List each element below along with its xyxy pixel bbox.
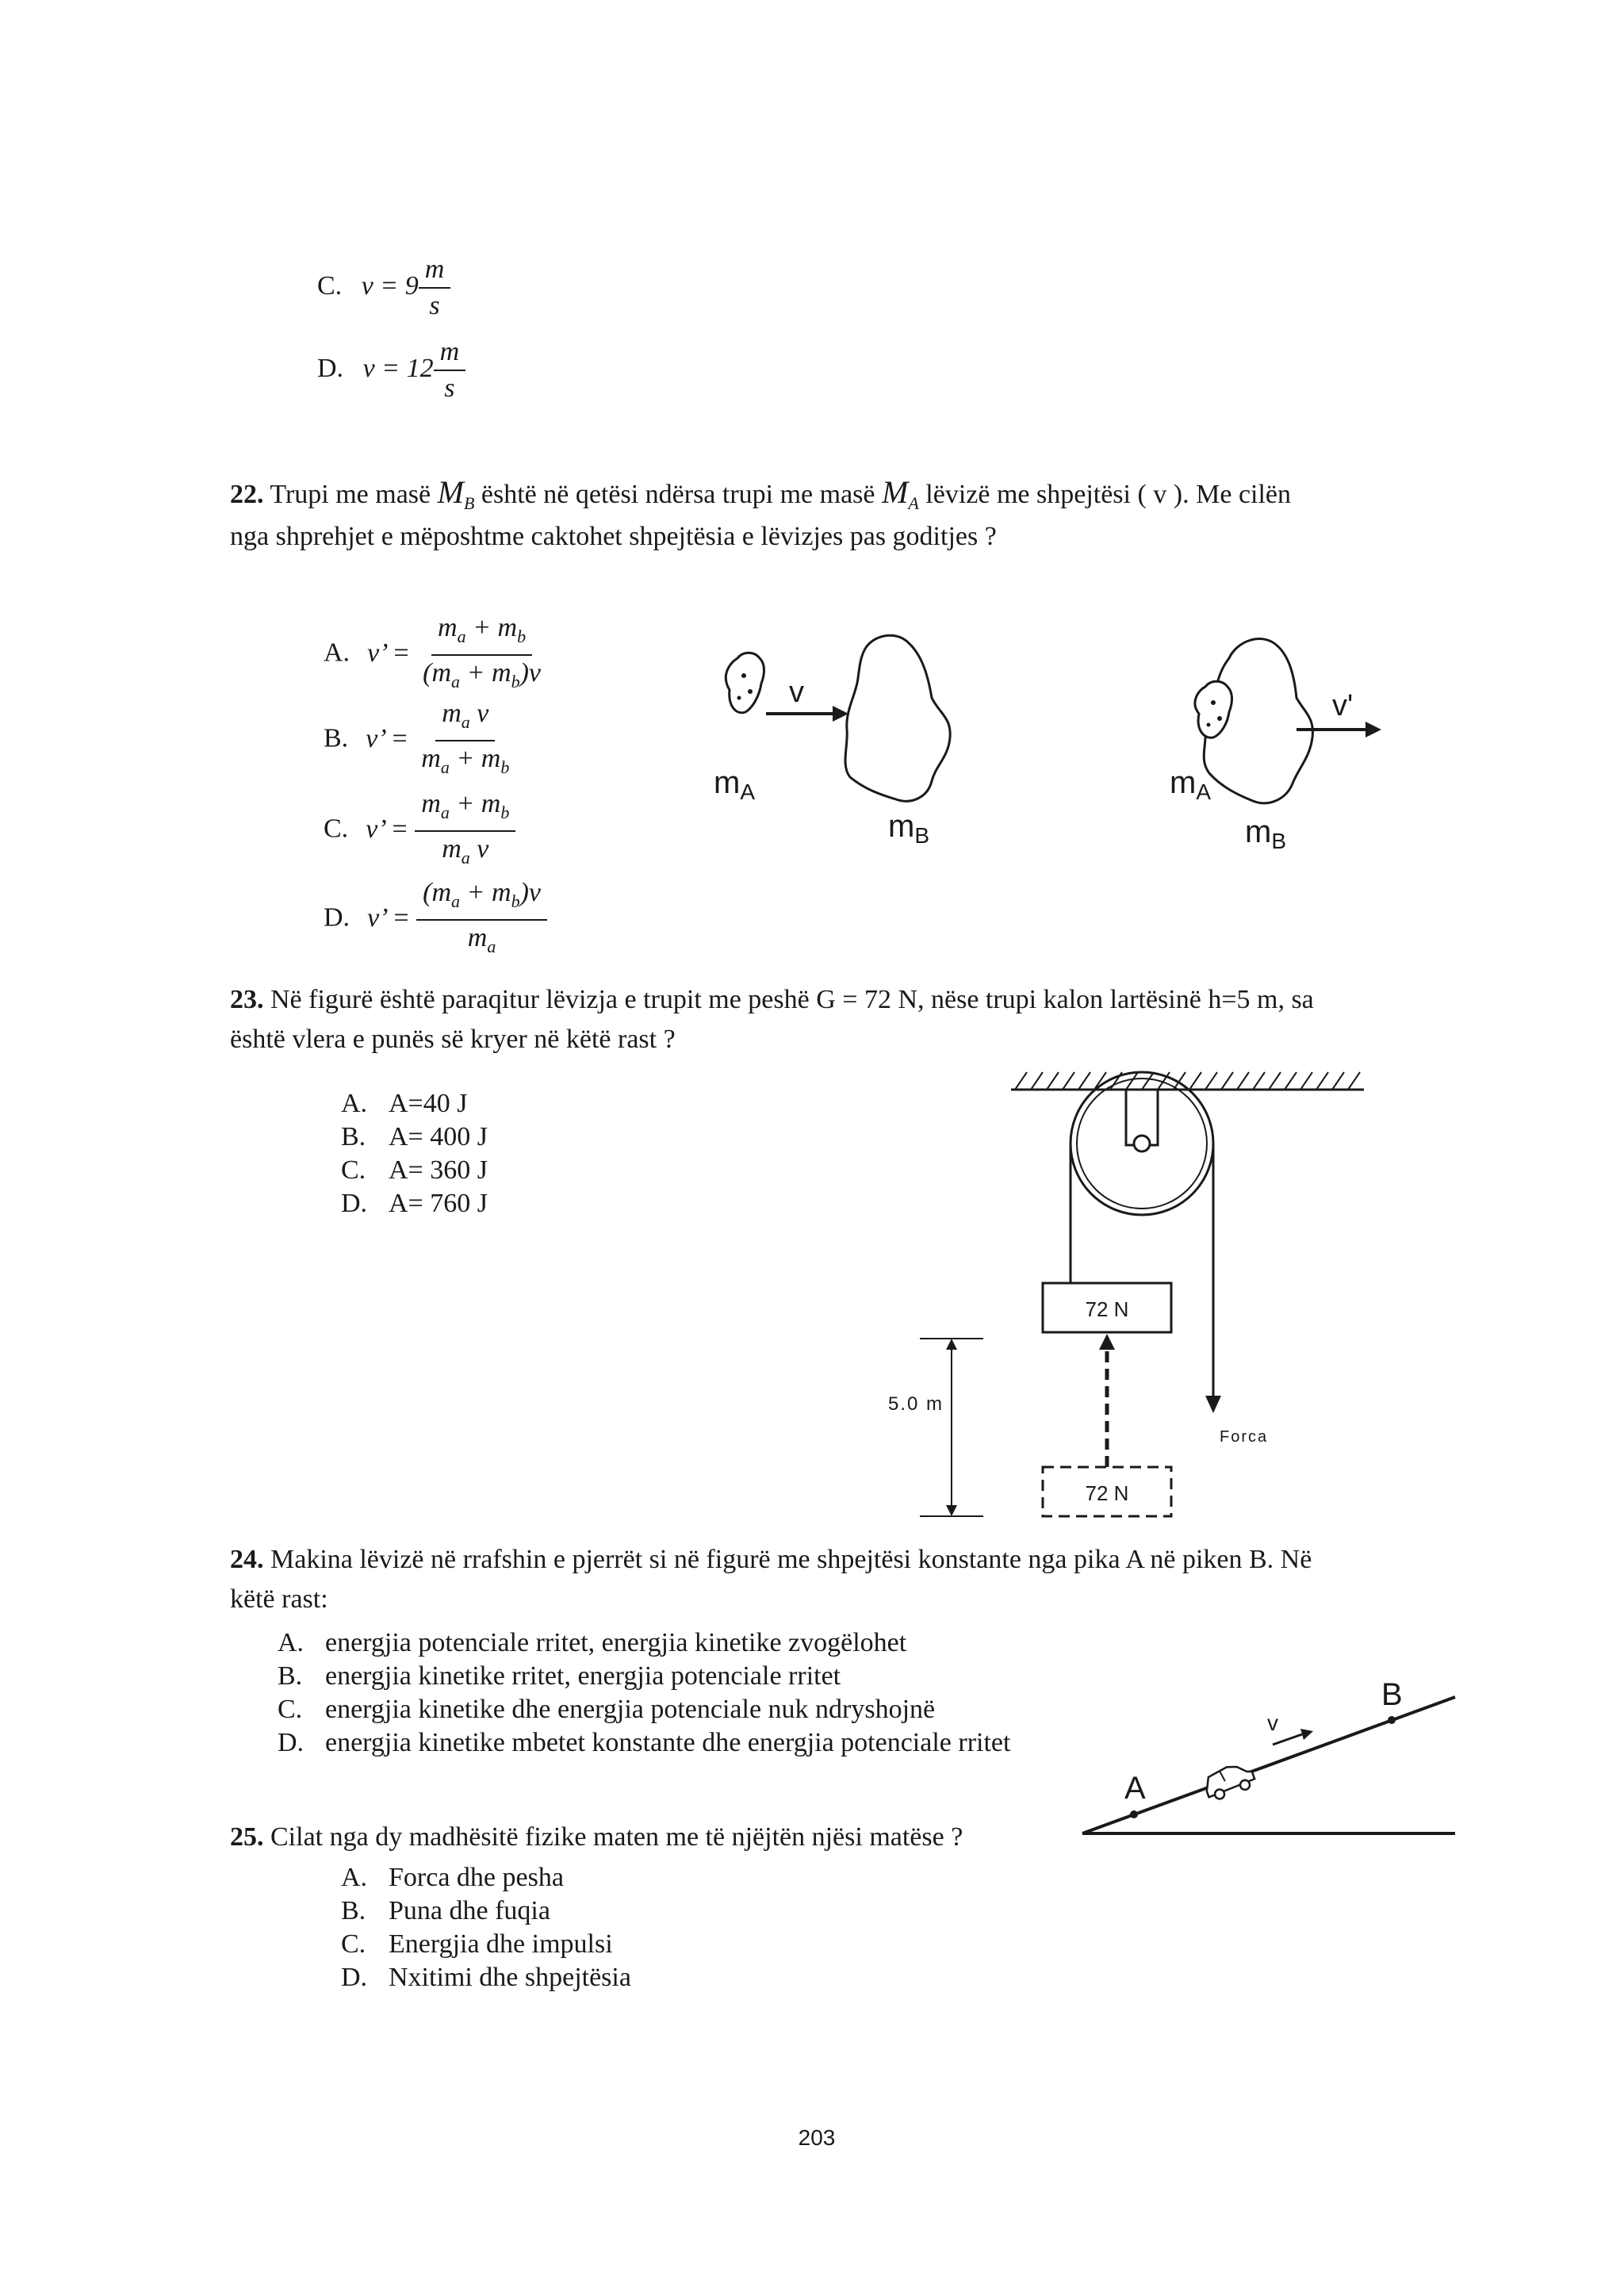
q22-mass-a: M	[882, 474, 909, 510]
q22-option-a[interactable]	[324, 611, 547, 699]
q25-option-b[interactable]: B. Puna dhe fuqia	[341, 1896, 550, 1925]
q22-option-b-lhs: v’ =	[366, 723, 409, 753]
q23-box-bottom-label: 72 N	[1085, 1481, 1129, 1505]
q22-text-b: është në qetësi ndërsa trupi me masë	[474, 480, 883, 509]
q25-option-a-text: Forca dhe pesha	[389, 1863, 564, 1892]
q23-box-top-label: 72 N	[1085, 1297, 1129, 1321]
blob-b-shape	[845, 635, 950, 801]
q23-option-c-text: A= 360 J	[389, 1155, 488, 1185]
q24-number: 24.	[230, 1545, 264, 1574]
q23-option-c[interactable]: C. A= 360 J	[341, 1155, 488, 1185]
q21-option-c-letter: C.	[317, 270, 343, 301]
q21-option-c-lhs: v = 9	[361, 270, 419, 301]
q22-label-mb-after: $m_B$	[1245, 814, 1287, 853]
q24-option-c-text: energjia kinetike dhe energjia potenciale nuk ndryshojnë	[325, 1695, 936, 1724]
q24-option-a[interactable]: A. energjia potenciale rritet, energjia kinetike zvogëlohet	[278, 1628, 907, 1657]
q22-option-a-numerator: $m_a + m_b$	[431, 611, 532, 656]
q22-figure	[714, 619, 1427, 872]
q24-option-b[interactable]: B. energjia kinetike rritet, energjia potenciale rritet	[278, 1661, 841, 1691]
q24-option-a-text: energjia potenciale rritet, energjia kinetike zvogëlohet	[325, 1628, 907, 1657]
stone-a-after-shape	[1195, 681, 1232, 737]
q21-option-c	[317, 252, 450, 324]
q22-text-a: Trupi me masë	[263, 480, 438, 509]
q23-line2: është vlera e punës së kryer në këtë rast ?	[230, 1025, 676, 1054]
q25-option-c[interactable]: C. Energjia dhe impulsi	[341, 1929, 613, 1959]
stone-a-shape	[726, 653, 764, 713]
q22-label-mb: $m_B$	[888, 809, 930, 848]
q22-option-a-letter: A.	[324, 638, 350, 668]
q24-text-main: Makina lëvizë në rrafshin e pjerrët si në figurë me shpejtësi konstante nga pika A në piken B. Në	[263, 1545, 1312, 1574]
q24-incline-figure	[1078, 1665, 1475, 1848]
q22-option-a-denominator: $(m_a + m_b)v$	[423, 657, 541, 692]
point-b-dot	[1388, 1716, 1396, 1724]
q22-option-b-letter: B.	[324, 723, 349, 753]
q25-text-main: Cilat nga dy madhësitë fizike maten me të njëjtën njësi matëse ?	[263, 1822, 963, 1852]
q23-option-d-text: A= 760 J	[389, 1189, 488, 1218]
q25-option-a[interactable]: A. Forca dhe pesha	[341, 1863, 564, 1892]
q24-line2: këtë rast:	[230, 1584, 328, 1614]
q21-option-c-num: m	[419, 252, 451, 289]
q22-option-a-lhs: v’ =	[367, 638, 411, 668]
q25-option-d-text: Nxitimi dhe shpejtësia	[389, 1963, 631, 1992]
q21-option-d-den: s	[444, 374, 455, 403]
q22-option-d-letter: D.	[324, 902, 350, 933]
q22-option-c-numerator: $m_a + m_b$	[415, 787, 515, 832]
point-a-dot	[1130, 1810, 1138, 1818]
q22-label-v: v	[789, 676, 804, 709]
q25-text	[230, 1821, 963, 1854]
q22-option-d-lhs: v’ =	[367, 902, 411, 933]
ceiling-hatch	[1015, 1072, 1360, 1090]
q25-option-c-text: Energjia dhe impulsi	[389, 1929, 613, 1959]
q21-option-d-lhs: v = 12	[362, 353, 434, 383]
q24-option-d-text: energjia kinetike mbetet konstante dhe energjia potenciale rritet	[325, 1728, 1011, 1757]
q23-option-a-text: A=40 J	[389, 1089, 468, 1118]
q24-text	[230, 1543, 1312, 1576]
q23-option-a[interactable]: A. A=40 J	[341, 1089, 468, 1118]
q23-option-b[interactable]: B. A= 400 J	[341, 1122, 488, 1151]
q22-label-ma-after: $m_A$	[1170, 765, 1212, 804]
q25-number: 25.	[230, 1822, 264, 1852]
q22-option-c[interactable]	[324, 787, 515, 875]
q24-option-c[interactable]: C. energjia kinetike dhe energjia potenciale nuk ndryshojnë	[278, 1695, 936, 1724]
q23-option-d[interactable]: D. A= 760 J	[341, 1189, 488, 1218]
page-number: 203	[798, 2125, 836, 2150]
q23-force-label: Forca	[1220, 1428, 1269, 1446]
q22-mass-b-sub: B	[463, 492, 475, 513]
q22-option-d-numerator: $(m_a + m_b)v$	[416, 875, 547, 921]
q21-option-d	[317, 335, 465, 406]
q23-height-label: 5.0 m	[888, 1393, 944, 1415]
q24-option-d[interactable]: D. energjia kinetike mbetet konstante dhe energjia potenciale rritet	[278, 1728, 1011, 1757]
q22-label-v-prime: v'	[1332, 689, 1354, 722]
q22-label-ma: $m_A$	[714, 765, 756, 804]
car-icon	[1201, 1760, 1257, 1803]
q22-option-c-denominator: $m_a$ v	[442, 833, 489, 868]
q22-option-b[interactable]	[324, 696, 515, 785]
q21-option-c-den: s	[429, 291, 440, 320]
q23-text	[230, 983, 1314, 1017]
q22-option-c-letter: C.	[324, 814, 349, 844]
q22-number: 22.	[230, 480, 264, 509]
q22-text	[230, 476, 1404, 520]
q24-option-b-text: energjia kinetike rritet, energjia potenciale rritet	[325, 1661, 841, 1691]
q21-option-d-letter: D.	[317, 353, 344, 383]
q24-point-b: B	[1381, 1677, 1403, 1712]
q23-pulley-figure	[888, 1055, 1364, 1531]
q22-line2: nga shprehjet e mëposhtme caktohet shpejtësia e lëvizjes pas goditjes ?	[230, 522, 997, 551]
q24-label-v: v	[1267, 1711, 1278, 1735]
q23-number: 23.	[230, 985, 264, 1014]
q23-option-b-text: A= 400 J	[389, 1122, 488, 1151]
q25-option-d[interactable]: D. Nxitimi dhe shpejtësia	[341, 1963, 631, 1992]
q22-option-d-denominator: $m_a$	[467, 922, 496, 956]
q21-option-d-num: m	[434, 335, 466, 371]
q24-point-a: A	[1124, 1771, 1146, 1806]
q22-option-b-numerator: $m_a$ v	[435, 696, 495, 741]
q22-option-c-lhs: v’ =	[366, 814, 409, 844]
q22-mass-b: M	[437, 474, 464, 510]
q22-option-b-denominator: $m_a + m_b$	[421, 743, 510, 777]
q22-option-d[interactable]	[324, 875, 547, 964]
q23-text-main: Në figurë është paraqitur lëvizja e trupit me peshë G = 72 N, nëse trupi kalon lartësinë h=5 m, sa	[263, 985, 1314, 1014]
q22-text-c: lëvizë me shpejtësi ( v ). Me cilën	[918, 480, 1292, 509]
q25-option-b-text: Puna dhe fuqia	[389, 1896, 550, 1925]
q22-mass-a-sub: A	[908, 492, 919, 513]
